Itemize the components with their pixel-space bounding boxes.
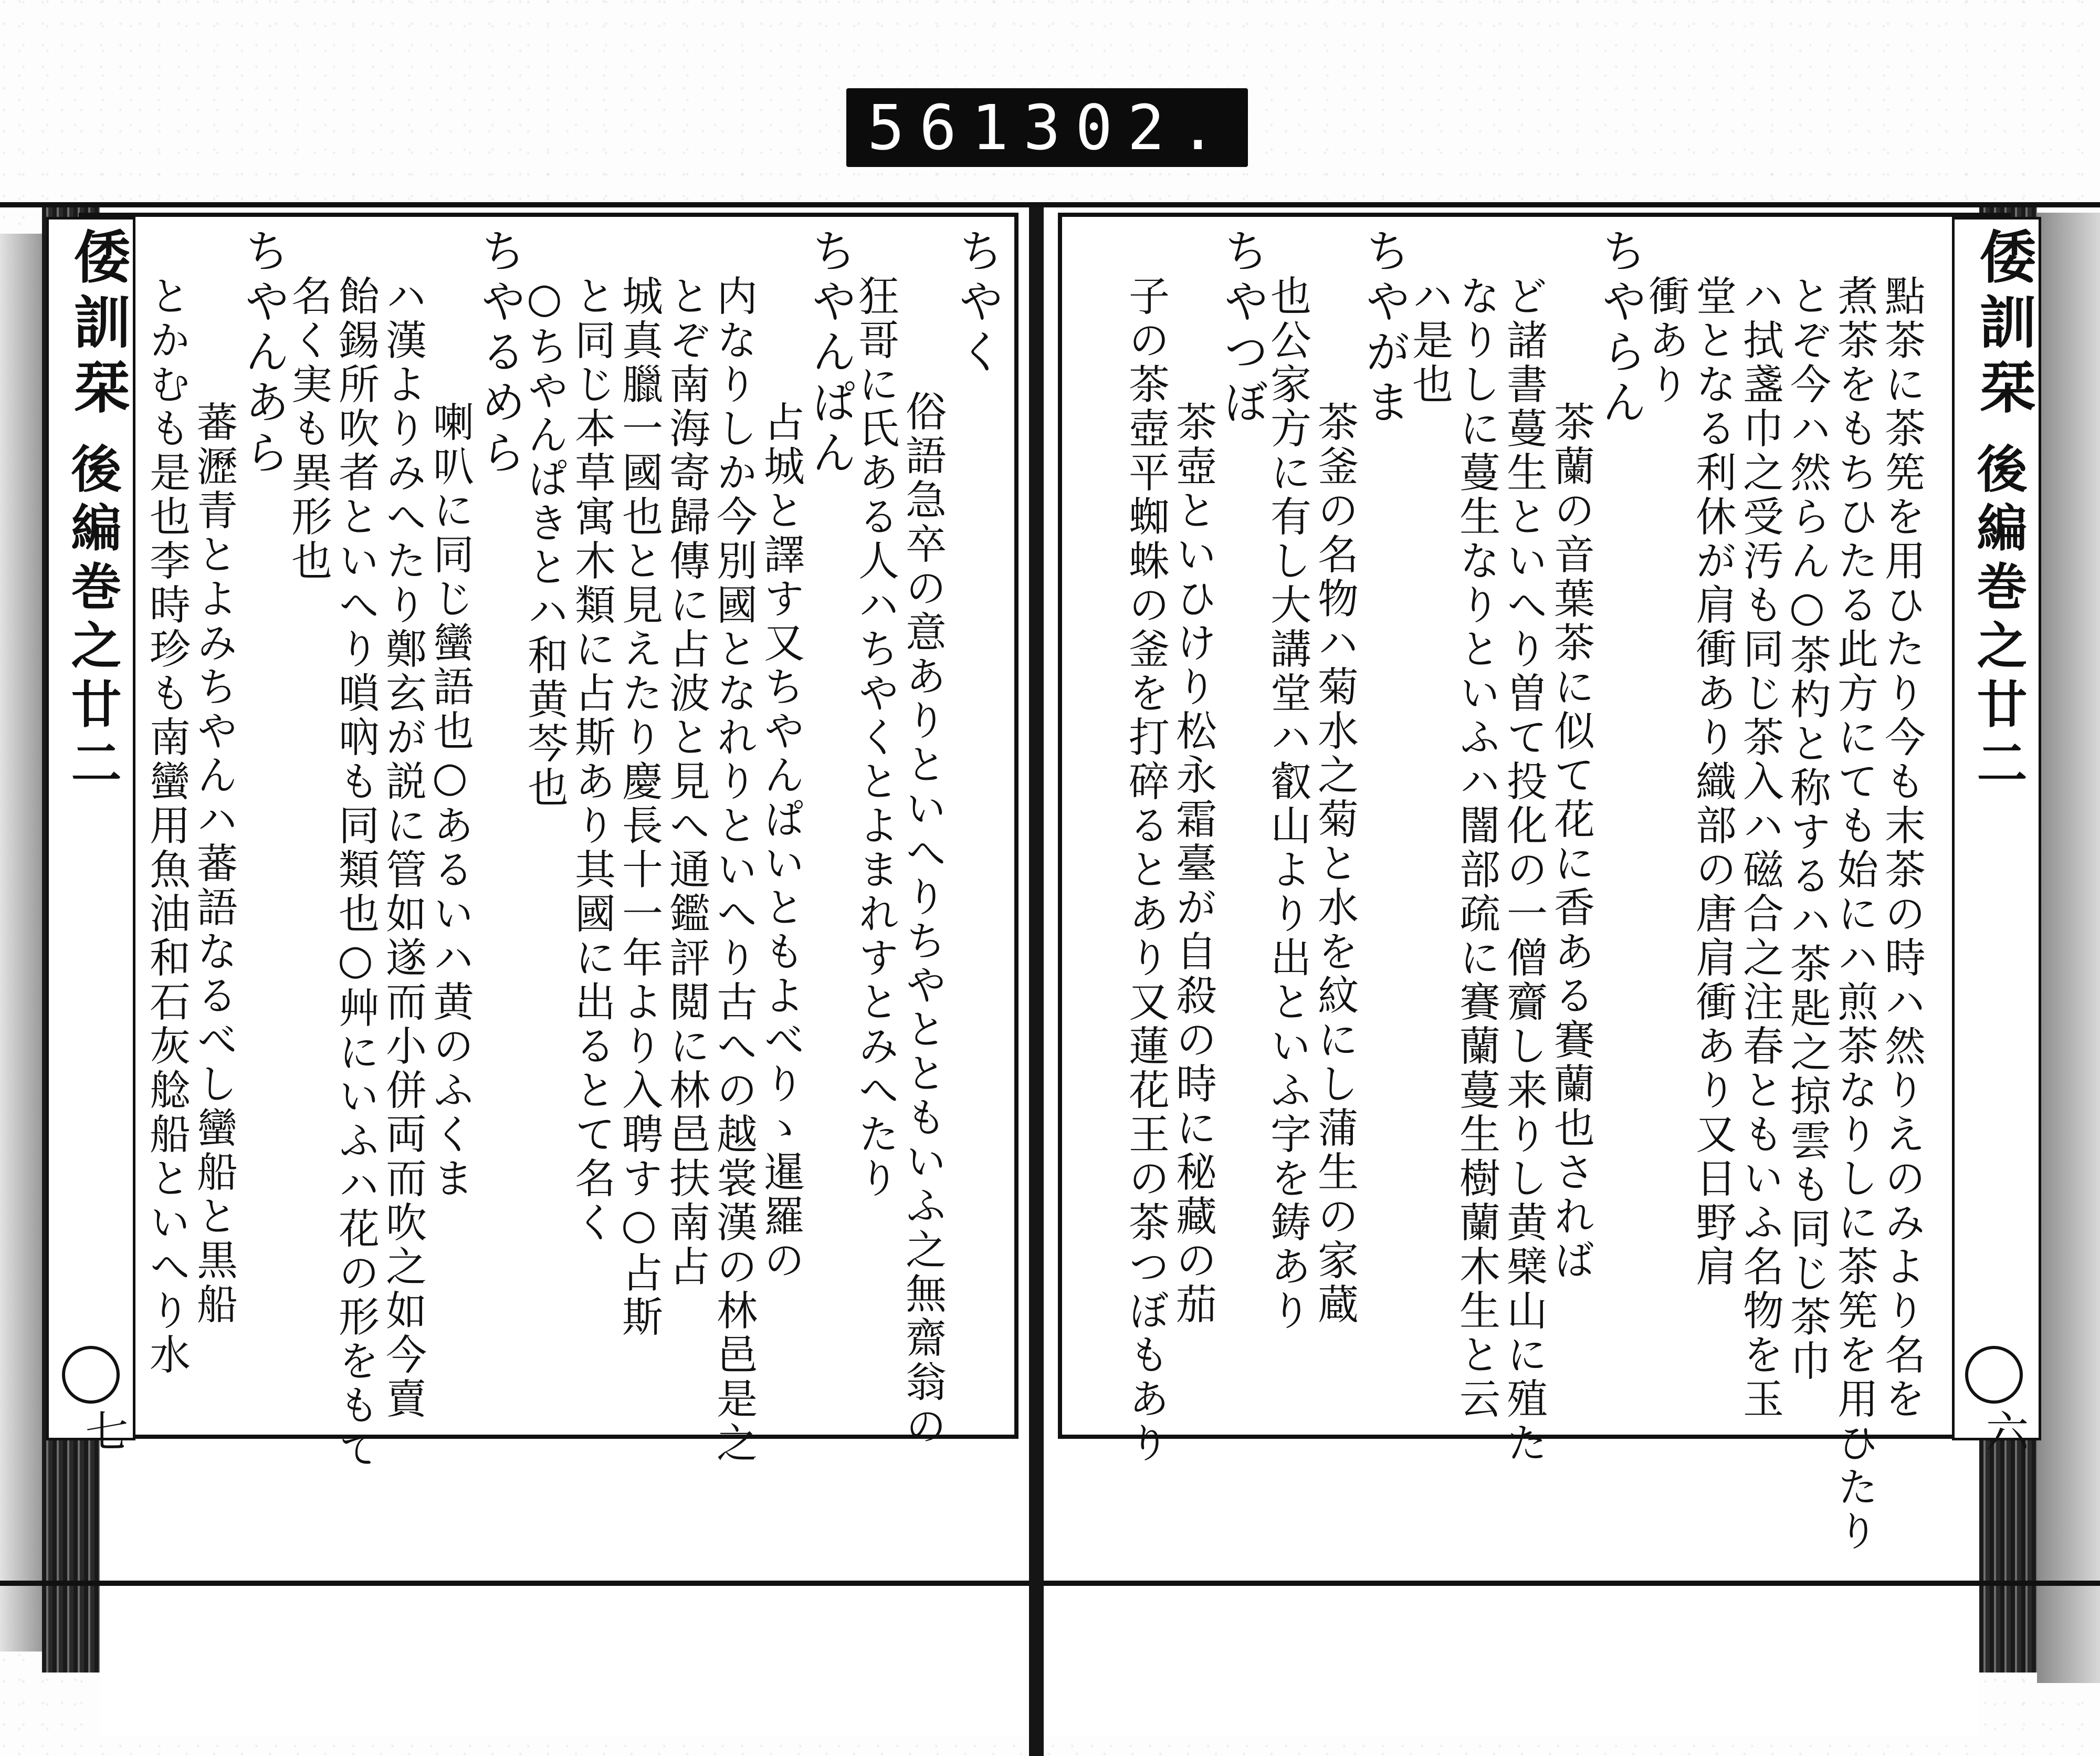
right-column-9: ど諸書蔓生といへり曽て投化の一僧齎し来りし黄檗山に殖た xyxy=(1500,275,1547,1466)
left-column-15: 名く実も異形也 xyxy=(285,275,332,583)
left-column-17: 蕃瀝青とよみちやんハ蕃語なるべし蠻船と黒船 xyxy=(190,401,237,1327)
right-running-title: 倭訓栞 xyxy=(1970,227,2036,423)
top-binding-line xyxy=(0,202,2100,207)
call-number-right: 302. xyxy=(1023,91,1232,164)
left-folio-number: 七 xyxy=(78,1409,128,1452)
left-column-9: と同じ本草寓木類に占斯あり其國に出るとて名く xyxy=(568,275,615,1245)
right-page-frame xyxy=(1058,213,2036,1554)
left-column-2: 俗語急卒の意ありといへりちやとともいふ之無齋翁の xyxy=(899,390,946,1449)
left-column-5: 占城と譯す又ちやんぱいともよべりゝ暹羅の xyxy=(757,401,804,1283)
left-folio-circle xyxy=(62,1346,120,1404)
left-column-18: とかむも是也李時珍も南蠻用魚油和石灰艌船といへり水 xyxy=(143,275,190,1377)
book-spine xyxy=(1029,202,1044,1756)
right-column-1: 點茶に茶筅を用ひたり今も末茶の時ハ然りえのみより名を xyxy=(1878,275,1925,1421)
right-column-12: ちやがま xyxy=(1358,227,1410,429)
left-column-12: 喇叭に同じ蠻語也○あるいハ黄のふくま xyxy=(426,401,474,1201)
call-number-label xyxy=(846,88,1248,167)
right-column-8: 茶蘭の音葉茶に似て花に香ある賽蘭也されば xyxy=(1547,401,1594,1283)
right-bottom-line xyxy=(1044,1581,2100,1586)
left-column-7: とぞ南海寄歸傳に占波と見へ通鑑評閲に林邑扶南占 xyxy=(663,275,710,1289)
left-column-6: 内なりしか今別國となれりといへり古への越裳漢の林邑是之 xyxy=(710,275,757,1466)
right-column-6: 衝あり xyxy=(1642,275,1689,407)
left-volume-label: 後編巻之廿二 xyxy=(63,443,122,796)
left-column-14: 飴錫所吹者といへり嗩吶も同類也○艸にいふハ花の形をもて xyxy=(332,275,379,1472)
left-column-11: ちやるめら xyxy=(473,227,526,479)
left-running-title: 倭訓栞 xyxy=(64,227,130,423)
right-column-16: 茶壺といひけり松永霜臺が自殺の時に秘藏の茄 xyxy=(1169,401,1216,1327)
right-column-4: ハ拭盞巾之受汚も同じ茶入ハ磁合之注春ともいふ名物を玉 xyxy=(1736,275,1783,1421)
left-column-1: ちやく xyxy=(951,227,1003,379)
right-folio-circle xyxy=(1965,1346,2023,1404)
right-column-3: とぞ今ハ然らん○茶杓と称するハ茶匙之掠雲も同じ茶巾 xyxy=(1783,275,1831,1384)
left-column-8: 城真臘一國也と見えたり慶長十一年より入聘す○占斯 xyxy=(615,275,663,1340)
right-volume-label: 後編巻之廿二 xyxy=(1969,443,2028,796)
right-outer-edge xyxy=(2037,213,2100,1683)
left-column-10: ○ちやんぱきとハ和黄芩也 xyxy=(521,275,568,810)
left-column-4: ちやんぱん xyxy=(804,227,856,479)
right-column-7: ちやらん xyxy=(1594,227,1646,429)
call-number-left: 561 xyxy=(867,91,1024,164)
right-column-5: 堂となる利休が肩衝あり織部の唐肩衝あり又日野肩 xyxy=(1689,275,1736,1289)
left-column-3: 狂哥に氏ある人ハちやくとよまれすとみへたり xyxy=(852,275,899,1201)
right-column-11: ハ是也 xyxy=(1405,275,1453,407)
right-folio-number: 六 xyxy=(1979,1409,2029,1452)
right-column-13: 茶釜の名物ハ菊水之菊と水を紋にし蒲生の家蔵 xyxy=(1311,401,1358,1327)
left-outer-edge xyxy=(0,234,42,1652)
left-column-16: ちやんあら xyxy=(237,227,289,479)
right-column-2: 煮茶をもちひたる此方にても始にハ煎茶なりしに茶筅を用ひたり xyxy=(1831,275,1878,1554)
right-column-10: なりしに蔓生なりといふハ闇部疏に賽蘭蔓生樹蘭木生と云 xyxy=(1453,275,1500,1421)
left-page-frame xyxy=(63,213,1018,1472)
right-column-17: 子の茶壺平蜘蛛の釜を打碎るとあり又蓮花王の茶つぼもあり xyxy=(1122,275,1169,1466)
left-bottom-line xyxy=(0,1581,1029,1586)
left-column-13: ハ漢よりみへたり鄭玄が説に管如遂而小併両而吹之如今賣 xyxy=(379,275,426,1421)
right-column-14: 也公家方に有し大講堂ハ叡山より出といふ字を鋳あり xyxy=(1264,275,1311,1333)
right-column-15: ちやつぼ xyxy=(1216,227,1268,429)
